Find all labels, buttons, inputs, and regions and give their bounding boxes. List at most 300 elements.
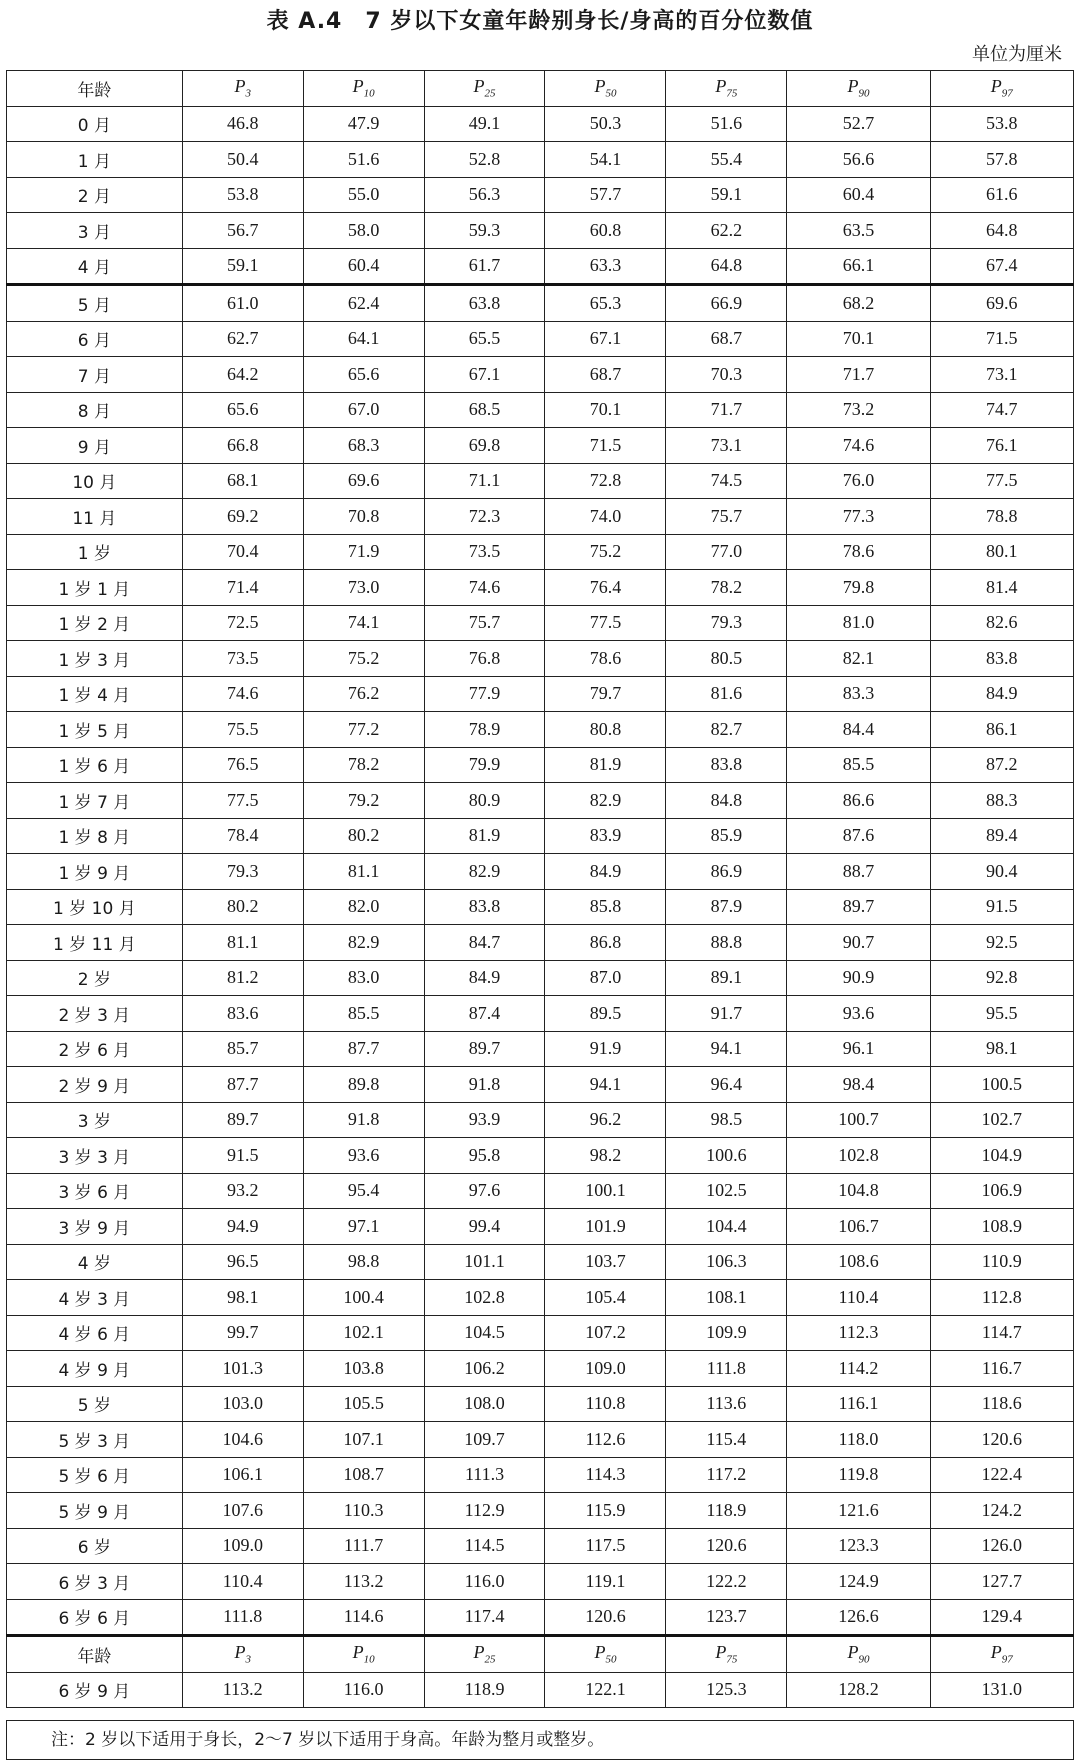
value-cell: 115.4 <box>666 1422 787 1458</box>
value-cell: 126.6 <box>787 1599 930 1636</box>
value-cell: 87.7 <box>303 1031 424 1067</box>
table-row <box>7 1599 1074 1636</box>
age-cell: 4 岁 <box>7 1244 183 1280</box>
value-cell: 82.7 <box>666 712 787 748</box>
value-cell: 78.6 <box>787 534 930 570</box>
value-cell: 107.2 <box>545 1315 666 1351</box>
value-cell: 106.1 <box>182 1457 303 1493</box>
age-cell: 7 月 <box>7 357 183 393</box>
value-cell: 75.7 <box>424 605 545 641</box>
value-cell: 83.3 <box>787 676 930 712</box>
value-cell: 50.4 <box>182 142 303 178</box>
value-cell: 83.8 <box>930 641 1073 677</box>
value-cell: 89.7 <box>424 1031 545 1067</box>
value-cell: 91.8 <box>303 1102 424 1138</box>
value-cell: 75.2 <box>303 641 424 677</box>
age-cell: 1 月 <box>7 142 183 178</box>
value-cell: 89.4 <box>930 818 1073 854</box>
value-cell: 67.4 <box>930 248 1073 285</box>
percentile-table <box>6 70 1074 1708</box>
value-cell: 78.6 <box>545 641 666 677</box>
value-cell: 126.0 <box>930 1528 1073 1564</box>
value-cell: 50.3 <box>545 106 666 142</box>
value-cell: 118.0 <box>787 1422 930 1458</box>
value-cell: 58.0 <box>303 213 424 249</box>
table-row <box>7 783 1074 819</box>
age-cell: 6 岁 9 月 <box>7 1672 183 1708</box>
value-cell: 81.9 <box>424 818 545 854</box>
age-cell: 3 月 <box>7 213 183 249</box>
age-cell: 6 岁 3 月 <box>7 1564 183 1600</box>
table-row <box>7 285 1074 322</box>
value-cell: 99.4 <box>424 1209 545 1245</box>
value-cell: 94.1 <box>666 1031 787 1067</box>
unit-label: 单位为厘米 <box>972 44 1062 65</box>
value-cell: 72.8 <box>545 463 666 499</box>
value-cell: 83.8 <box>424 889 545 925</box>
value-cell: 100.6 <box>666 1138 787 1174</box>
value-cell: 98.2 <box>545 1138 666 1174</box>
value-cell: 84.4 <box>787 712 930 748</box>
value-cell: 75.7 <box>666 499 787 535</box>
table-row <box>7 712 1074 748</box>
value-cell: 75.2 <box>545 534 666 570</box>
value-cell: 86.1 <box>930 712 1073 748</box>
value-cell: 108.0 <box>424 1386 545 1422</box>
value-cell: 81.9 <box>545 747 666 783</box>
value-cell: 118.9 <box>424 1672 545 1708</box>
value-cell: 88.3 <box>930 783 1073 819</box>
value-cell: 84.9 <box>424 960 545 996</box>
value-cell: 46.8 <box>182 106 303 142</box>
table-row <box>7 534 1074 570</box>
value-cell: 98.8 <box>303 1244 424 1280</box>
value-cell: 121.6 <box>787 1493 930 1529</box>
value-cell: 90.4 <box>930 854 1073 890</box>
value-cell: 118.6 <box>930 1386 1073 1422</box>
value-cell: 122.2 <box>666 1564 787 1600</box>
value-cell: 82.9 <box>303 925 424 961</box>
value-cell: 72.3 <box>424 499 545 535</box>
value-cell: 120.6 <box>666 1528 787 1564</box>
age-cell: 1 岁 10 月 <box>7 889 183 925</box>
value-cell: 108.1 <box>666 1280 787 1316</box>
value-cell: 120.6 <box>930 1422 1073 1458</box>
age-column-header: 年龄 <box>7 1636 183 1673</box>
value-cell: 116.1 <box>787 1386 930 1422</box>
value-cell: 107.1 <box>303 1422 424 1458</box>
value-cell: 51.6 <box>303 142 424 178</box>
value-cell: 85.9 <box>666 818 787 854</box>
value-cell: 76.5 <box>182 747 303 783</box>
value-cell: 51.6 <box>666 106 787 142</box>
value-cell: 71.7 <box>787 357 930 393</box>
value-cell: 77.2 <box>303 712 424 748</box>
value-cell: 56.7 <box>182 213 303 249</box>
value-cell: 87.9 <box>666 889 787 925</box>
value-cell: 64.8 <box>930 213 1073 249</box>
age-cell: 4 岁 3 月 <box>7 1280 183 1316</box>
value-cell: 76.4 <box>545 570 666 606</box>
value-cell: 84.9 <box>930 676 1073 712</box>
value-cell: 77.9 <box>424 676 545 712</box>
value-cell: 96.5 <box>182 1244 303 1280</box>
value-cell: 94.1 <box>545 1067 666 1103</box>
value-cell: 89.7 <box>182 1102 303 1138</box>
value-cell: 113.2 <box>303 1564 424 1600</box>
value-cell: 62.4 <box>303 285 424 322</box>
value-cell: 69.6 <box>303 463 424 499</box>
age-cell: 5 月 <box>7 285 183 322</box>
value-cell: 73.5 <box>182 641 303 677</box>
value-cell: 128.2 <box>787 1672 930 1708</box>
value-cell: 80.1 <box>930 534 1073 570</box>
value-cell: 92.5 <box>930 925 1073 961</box>
value-cell: 82.0 <box>303 889 424 925</box>
value-cell: 54.1 <box>545 142 666 178</box>
value-cell: 83.9 <box>545 818 666 854</box>
table-row <box>7 106 1074 142</box>
value-cell: 68.3 <box>303 428 424 464</box>
value-cell: 82.6 <box>930 605 1073 641</box>
age-cell: 1 岁 6 月 <box>7 747 183 783</box>
value-cell: 97.6 <box>424 1173 545 1209</box>
value-cell: 78.4 <box>182 818 303 854</box>
value-cell: 98.5 <box>666 1102 787 1138</box>
value-cell: 73.5 <box>424 534 545 570</box>
value-cell: 96.2 <box>545 1102 666 1138</box>
value-cell: 110.3 <box>303 1493 424 1529</box>
table-row <box>7 1528 1074 1564</box>
table-row <box>7 818 1074 854</box>
age-cell: 1 岁 2 月 <box>7 605 183 641</box>
age-cell: 3 岁 9 月 <box>7 1209 183 1245</box>
value-cell: 74.1 <box>303 605 424 641</box>
value-cell: 52.7 <box>787 106 930 142</box>
value-cell: 91.8 <box>424 1067 545 1103</box>
value-cell: 91.5 <box>182 1138 303 1174</box>
value-cell: 80.2 <box>182 889 303 925</box>
value-cell: 65.3 <box>545 285 666 322</box>
value-cell: 78.2 <box>666 570 787 606</box>
value-cell: 112.9 <box>424 1493 545 1529</box>
value-cell: 79.3 <box>666 605 787 641</box>
value-cell: 98.1 <box>930 1031 1073 1067</box>
value-cell: 85.8 <box>545 889 666 925</box>
value-cell: 95.8 <box>424 1138 545 1174</box>
value-cell: 83.8 <box>666 747 787 783</box>
value-cell: 125.3 <box>666 1672 787 1708</box>
value-cell: 76.0 <box>787 463 930 499</box>
value-cell: 82.1 <box>787 641 930 677</box>
value-cell: 62.7 <box>182 321 303 357</box>
table-row <box>7 392 1074 428</box>
value-cell: 71.5 <box>930 321 1073 357</box>
age-cell: 1 岁 3 月 <box>7 641 183 677</box>
value-cell: 64.2 <box>182 357 303 393</box>
value-cell: 63.8 <box>424 285 545 322</box>
value-cell: 90.7 <box>787 925 930 961</box>
value-cell: 75.5 <box>182 712 303 748</box>
age-cell: 8 月 <box>7 392 183 428</box>
value-cell: 93.9 <box>424 1102 545 1138</box>
value-cell: 77.5 <box>545 605 666 641</box>
value-cell: 123.3 <box>787 1528 930 1564</box>
table-row <box>7 142 1074 178</box>
value-cell: 47.9 <box>303 106 424 142</box>
value-cell: 52.8 <box>424 142 545 178</box>
value-cell: 119.8 <box>787 1457 930 1493</box>
value-cell: 79.7 <box>545 676 666 712</box>
table-row <box>7 463 1074 499</box>
value-cell: 111.8 <box>666 1351 787 1387</box>
value-cell: 71.1 <box>424 463 545 499</box>
age-cell: 6 月 <box>7 321 183 357</box>
value-cell: 93.6 <box>787 996 930 1032</box>
value-cell: 88.7 <box>787 854 930 890</box>
table-row <box>7 854 1074 890</box>
value-cell: 53.8 <box>930 106 1073 142</box>
value-cell: 104.5 <box>424 1315 545 1351</box>
value-cell: 110.9 <box>930 1244 1073 1280</box>
value-cell: 108.6 <box>787 1244 930 1280</box>
table-row <box>7 641 1074 677</box>
value-cell: 111.8 <box>182 1599 303 1636</box>
value-cell: 70.1 <box>545 392 666 428</box>
table-row <box>7 747 1074 783</box>
percentile-header: $P_{97}$ <box>930 1636 1073 1673</box>
table-row <box>7 1209 1074 1245</box>
age-cell: 1 岁 5 月 <box>7 712 183 748</box>
value-cell: 105.4 <box>545 1280 666 1316</box>
value-cell: 107.6 <box>182 1493 303 1529</box>
value-cell: 89.1 <box>666 960 787 996</box>
value-cell: 63.3 <box>545 248 666 285</box>
value-cell: 103.8 <box>303 1351 424 1387</box>
value-cell: 77.3 <box>787 499 930 535</box>
percentile-header: $P_{50}$ <box>545 1636 666 1673</box>
value-cell: 101.3 <box>182 1351 303 1387</box>
value-cell: 83.6 <box>182 996 303 1032</box>
age-cell: 1 岁 8 月 <box>7 818 183 854</box>
age-cell: 6 岁 <box>7 1528 183 1564</box>
value-cell: 80.9 <box>424 783 545 819</box>
table-row <box>7 925 1074 961</box>
age-cell: 1 岁 7 月 <box>7 783 183 819</box>
age-cell: 6 岁 6 月 <box>7 1599 183 1636</box>
table-row <box>7 1315 1074 1351</box>
table-row <box>7 1386 1074 1422</box>
value-cell: 53.8 <box>182 177 303 213</box>
value-cell: 106.3 <box>666 1244 787 1280</box>
value-cell: 108.7 <box>303 1457 424 1493</box>
value-cell: 106.7 <box>787 1209 930 1245</box>
value-cell: 94.9 <box>182 1209 303 1245</box>
value-cell: 56.6 <box>787 142 930 178</box>
value-cell: 68.7 <box>545 357 666 393</box>
table-row <box>7 889 1074 925</box>
value-cell: 106.2 <box>424 1351 545 1387</box>
value-cell: 66.8 <box>182 428 303 464</box>
value-cell: 61.6 <box>930 177 1073 213</box>
value-cell: 81.1 <box>303 854 424 890</box>
age-cell: 11 月 <box>7 499 183 535</box>
value-cell: 81.0 <box>787 605 930 641</box>
value-cell: 109.0 <box>182 1528 303 1564</box>
value-cell: 123.7 <box>666 1599 787 1636</box>
value-cell: 83.0 <box>303 960 424 996</box>
value-cell: 76.1 <box>930 428 1073 464</box>
table-title: 表 A.4 7 岁以下女童年龄别身长/身高的百分位数值 <box>266 9 814 34</box>
table-row <box>7 1244 1074 1280</box>
percentile-header: $P_{10}$ <box>303 1636 424 1673</box>
value-cell: 80.2 <box>303 818 424 854</box>
value-cell: 78.9 <box>424 712 545 748</box>
value-cell: 74.0 <box>545 499 666 535</box>
value-cell: 91.7 <box>666 996 787 1032</box>
value-cell: 74.7 <box>930 392 1073 428</box>
age-cell: 2 岁 3 月 <box>7 996 183 1032</box>
age-cell: 5 岁 <box>7 1386 183 1422</box>
value-cell: 82.9 <box>424 854 545 890</box>
value-cell: 111.7 <box>303 1528 424 1564</box>
value-cell: 63.5 <box>787 213 930 249</box>
age-cell: 3 岁 3 月 <box>7 1138 183 1174</box>
value-cell: 87.4 <box>424 996 545 1032</box>
value-cell: 117.5 <box>545 1528 666 1564</box>
value-cell: 87.7 <box>182 1067 303 1103</box>
table-row <box>7 248 1074 285</box>
age-cell: 2 月 <box>7 177 183 213</box>
value-cell: 124.2 <box>930 1493 1073 1529</box>
table-row <box>7 1031 1074 1067</box>
value-cell: 68.7 <box>666 321 787 357</box>
value-cell: 56.3 <box>424 177 545 213</box>
value-cell: 104.8 <box>787 1173 930 1209</box>
percentile-header: $P_{10}$ <box>303 71 424 107</box>
value-cell: 69.6 <box>930 285 1073 322</box>
value-cell: 114.2 <box>787 1351 930 1387</box>
value-cell: 116.0 <box>424 1564 545 1600</box>
table-row <box>7 357 1074 393</box>
table-note: 注：2 岁以下适用于身长，2〜7 岁以下适用于身高。年龄为整月或整岁。 <box>6 1720 1074 1760</box>
value-cell: 79.8 <box>787 570 930 606</box>
value-cell: 73.1 <box>666 428 787 464</box>
percentile-header: $P_{90}$ <box>787 71 930 107</box>
value-cell: 114.3 <box>545 1457 666 1493</box>
value-cell: 64.1 <box>303 321 424 357</box>
value-cell: 71.7 <box>666 392 787 428</box>
value-cell: 80.5 <box>666 641 787 677</box>
value-cell: 114.6 <box>303 1599 424 1636</box>
value-cell: 122.4 <box>930 1457 1073 1493</box>
table-row <box>7 1493 1074 1529</box>
repeated-header-row <box>7 1636 1074 1673</box>
value-cell: 78.8 <box>930 499 1073 535</box>
value-cell: 112.6 <box>545 1422 666 1458</box>
value-cell: 59.3 <box>424 213 545 249</box>
percentile-header: $P_3$ <box>182 1636 303 1673</box>
value-cell: 105.5 <box>303 1386 424 1422</box>
age-cell: 1 岁 9 月 <box>7 854 183 890</box>
value-cell: 86.9 <box>666 854 787 890</box>
value-cell: 74.6 <box>424 570 545 606</box>
value-cell: 85.5 <box>787 747 930 783</box>
value-cell: 73.1 <box>930 357 1073 393</box>
value-cell: 113.2 <box>182 1672 303 1708</box>
value-cell: 124.9 <box>787 1564 930 1600</box>
value-cell: 79.2 <box>303 783 424 819</box>
percentile-header: $P_{50}$ <box>545 71 666 107</box>
value-cell: 97.1 <box>303 1209 424 1245</box>
value-cell: 64.8 <box>666 248 787 285</box>
value-cell: 76.2 <box>303 676 424 712</box>
value-cell: 81.1 <box>182 925 303 961</box>
age-cell: 5 岁 9 月 <box>7 1493 183 1529</box>
value-cell: 84.9 <box>545 854 666 890</box>
value-cell: 109.0 <box>545 1351 666 1387</box>
age-cell: 4 月 <box>7 248 183 285</box>
value-cell: 65.6 <box>182 392 303 428</box>
value-cell: 122.1 <box>545 1672 666 1708</box>
value-cell: 84.7 <box>424 925 545 961</box>
value-cell: 89.5 <box>545 996 666 1032</box>
value-cell: 96.4 <box>666 1067 787 1103</box>
value-cell: 67.1 <box>424 357 545 393</box>
table-row <box>7 1457 1074 1493</box>
value-cell: 89.7 <box>787 889 930 925</box>
table-row <box>7 1422 1074 1458</box>
value-cell: 116.0 <box>303 1672 424 1708</box>
value-cell: 66.1 <box>787 248 930 285</box>
value-cell: 67.1 <box>545 321 666 357</box>
value-cell: 71.5 <box>545 428 666 464</box>
value-cell: 119.1 <box>545 1564 666 1600</box>
value-cell: 117.2 <box>666 1457 787 1493</box>
table-row <box>7 213 1074 249</box>
value-cell: 112.3 <box>787 1315 930 1351</box>
value-cell: 127.7 <box>930 1564 1073 1600</box>
value-cell: 101.9 <box>545 1209 666 1245</box>
table-row <box>7 1564 1074 1600</box>
table-row <box>7 1351 1074 1387</box>
table-row <box>7 960 1074 996</box>
value-cell: 113.6 <box>666 1386 787 1422</box>
value-cell: 69.2 <box>182 499 303 535</box>
value-cell: 82.9 <box>545 783 666 819</box>
percentile-header: $P_{75}$ <box>666 1636 787 1673</box>
percentile-header: $P_{90}$ <box>787 1636 930 1673</box>
value-cell: 111.3 <box>424 1457 545 1493</box>
table-row <box>7 499 1074 535</box>
percentile-header: $P_{97}$ <box>930 71 1073 107</box>
value-cell: 101.1 <box>424 1244 545 1280</box>
age-cell: 1 岁 <box>7 534 183 570</box>
value-cell: 79.3 <box>182 854 303 890</box>
value-cell: 81.4 <box>930 570 1073 606</box>
value-cell: 70.4 <box>182 534 303 570</box>
value-cell: 102.1 <box>303 1315 424 1351</box>
value-cell: 68.1 <box>182 463 303 499</box>
age-cell: 2 岁 9 月 <box>7 1067 183 1103</box>
value-cell: 60.4 <box>787 177 930 213</box>
value-cell: 86.8 <box>545 925 666 961</box>
percentile-header: $P_{25}$ <box>424 1636 545 1673</box>
value-cell: 80.8 <box>545 712 666 748</box>
value-cell: 65.5 <box>424 321 545 357</box>
percentile-header: $P_3$ <box>182 71 303 107</box>
age-column-header: 年龄 <box>7 71 183 107</box>
